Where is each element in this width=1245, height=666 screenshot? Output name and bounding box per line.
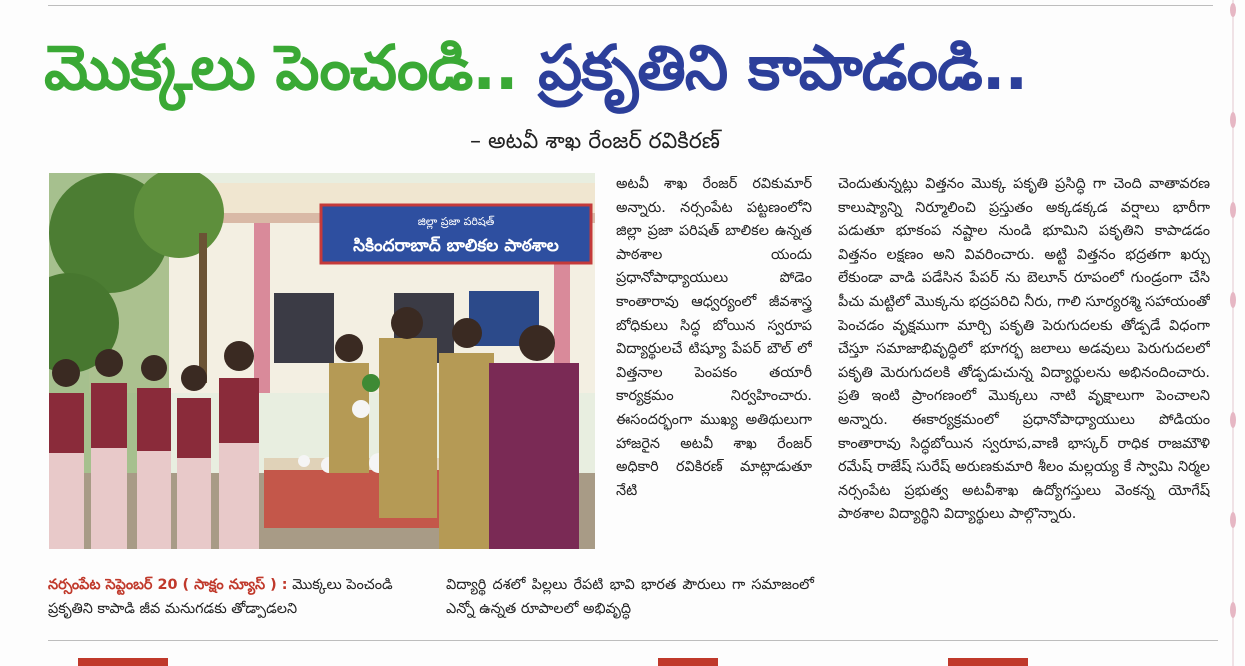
sign-line1: జిల్లా ప్రజా పరిషత్ <box>417 215 495 228</box>
next-article-strip <box>48 656 1218 666</box>
headline <box>44 22 1219 114</box>
headline-part1: మొక్కలు పెంచండి.. <box>44 31 539 104</box>
headline-part2: ప్రకృతిని కాపాడండి.. <box>538 31 1028 104</box>
page-edge-decoration <box>1221 0 1245 666</box>
article-lead <box>48 574 418 622</box>
dateline: నర్సంపేట సెప్టెంబర్ 20 ( సాక్షం న్యూస్ ) : <box>48 577 288 593</box>
article-column-3: చెందుతున్నట్లు విత్తనం మొక్క పకృతి ప్రసిద్ధి గా చెంది వాతావరణ కాలుష్యాన్ని నిర్మూలించి ప్రస్తుతం అక్కడక్కడ వర్షాలు భారీగా పడుతూ భూకంప నష్టాల నుండి భూమిని పకృతిని కాపాడడం విత్తనం లక్షణం అని వివరించారు. అట్టి విత్తనం భద్రతగా ఖర్చు లేకుండా వాడి పడేసిన పేపర్ ను బెలూన్ రూపంలో గుండ్రంగా చేసి పీచు మట్టిలో మొక్కను భద్రపరిచి నీరు, గాలి సూర్యరశ్మి సహాయంతో పెంచడం వృక్షముగా మార్చి పకృతి పెరుగుదలకు తోడ్పడే విధంగా చేస్తూ సమాజాభివృద్ధిలో భూగర్భ జలాలు అడవులు పెరుగుదలలో పకృతి మెరుగుదలకి తోడ్పడుచున్న విద్యార్థులను అభినందించారు. ప్రతి ఇంటి ప్రాంగణంలో మొక్కలు నాటి వృక్షాలుగా పెంచాలని అన్నారు. ఈకార్యక్రమంలో ప్రధానోపాధ్యాయులు పోడియం కాంతారావు సిద్ధబోయిన స్వరూప,వాణి భాస్కర్ రాధిక రాజమౌళి రమేష్ రాజేష్ సురేష్ అరుణకుమారి శీలం మల్లయ్య కే స్వామి నిర్మల నర్సంపేట ప్రభుత్వ అటవీశాఖ ఉద్యోగస్తులు వెంకన్న యోగేష్ పాఠశాల విద్యార్థిని విద్యార్థులు పాల్గొన్నారు. <box>838 176 1210 523</box>
article-continuation: విద్యార్థి దశలో పిల్లలు రేపటి భావి భారత పౌరులు గా సమాజంలో ఎన్నో ఉన్నత రూపాలలో అభివృద్ధి <box>446 577 814 617</box>
news-photo <box>49 173 595 549</box>
bottom-rule <box>48 640 1218 641</box>
top-rule <box>48 5 1213 6</box>
sign-line2: సికిందరాబాద్ బాలికల పాఠశాల <box>353 236 559 256</box>
article-column-2: అటవీ శాఖ రేంజర్ రవికుమార్ అన్నారు. నర్సంపేట పట్టణంలోని జిల్లా ప్రజా పరిషత్ బాలికల ఉన్నత పాఠశాల యందు ప్రధానోపాధ్యాయులు పోడెం కాంతారావు ఆధ్వర్యంలో జీవశాస్త్ర బోధికులు సిద్ధ బోయిన స్వరూప విద్యార్థులచే టిష్యూ పేపర్ బౌల్ లో విత్తనాల పెంపకం తయారీ కార్యక్రమం నిర్వహించారు. ఈసందర్భంగా ముఖ్య అతిథులుగా హాజరైన అటవీ శాఖ రేంజర్ అధికారి రవికిరణ్ మాట్లాడుతూ నేటి <box>616 176 812 499</box>
byline: – అటవీ శాఖ రేంజర్ రవికిరణ్ <box>470 129 720 154</box>
photo-illustration <box>49 173 595 549</box>
article-intro: మొక్కలు పెంచండి ప్రకృతిని కాపాడి జీవ మనుగడకు తోడ్పాడలని <box>48 577 393 617</box>
